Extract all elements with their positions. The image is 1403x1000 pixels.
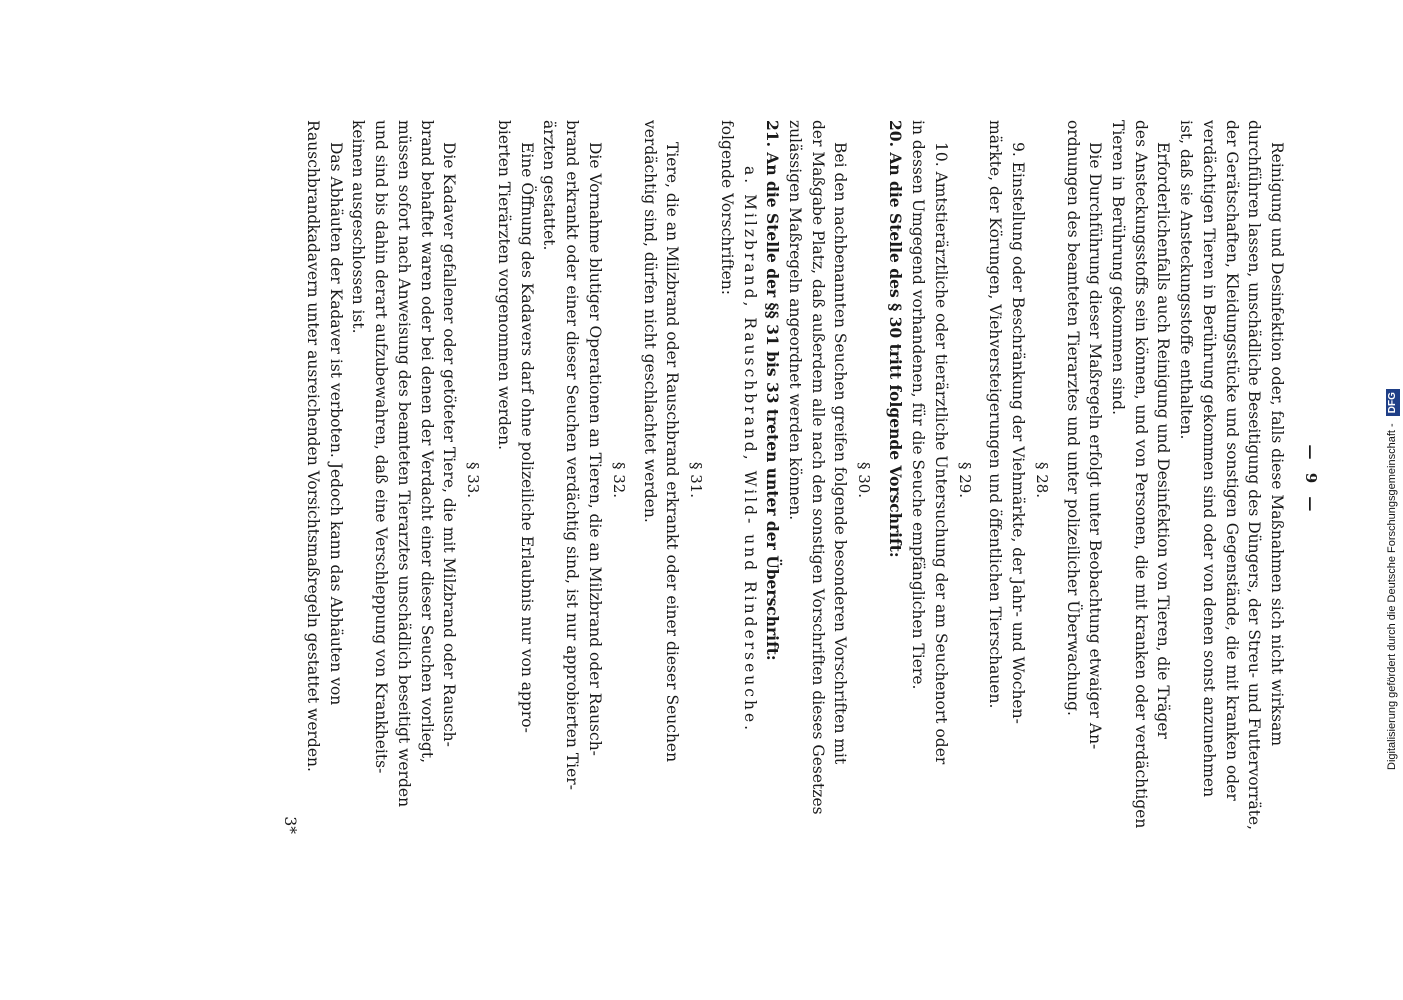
- text-line: in dessen Umgegend vorhandenen, für die Seuche empfänglichen Tiere.: [908, 120, 927, 690]
- text-line: 20. An die Stelle des § 30 tritt folgende Vorschrift:: [886, 120, 906, 558]
- text-line: Erforderlichenfalls auch Reinigung und Desinfektion von Tieren, die Träger: [1154, 142, 1173, 739]
- section-heading: § 29.: [955, 461, 974, 499]
- text-line: ärzten gestattet.: [540, 120, 559, 251]
- dfg-logo: DFG: [1386, 389, 1400, 416]
- text-line: 9. Einstellung oder Beschränkung der Viehmärkte, der Jahr- und Wochen-: [1008, 142, 1027, 724]
- text-line: ordnungen des beamteten Tierarztes und unter polizeilicher Überwachung.: [1063, 120, 1082, 716]
- text-line: brand behaftet waren oder bei denen der Verdacht einer dieser Seuchen vorliegt,: [417, 120, 436, 764]
- text-line: brand erkrankt oder einer dieser Seuchen verdächtig sind, ist nur approbierten Tier-: [563, 120, 582, 790]
- text-line: Die Durchführung dieser Maßregeln erfolgt unter Beobachtung etwaiger An-: [1086, 142, 1105, 750]
- text-line: durchführen lassen, unschädliche Beseitigung des Düngers, der Streu- und Futtervorräte,: [1245, 120, 1264, 831]
- text-line: und sind bis dahin derart aufzubewahren, daß eine Verschleppung von Krankheits-: [372, 120, 391, 774]
- digitization-credit: [1361, 10, 1398, 770]
- signature-mark: 3*: [281, 816, 300, 834]
- credit-line: [1381, 10, 1403, 770]
- section-heading: § 31.: [687, 461, 706, 499]
- section-heading: § 32.: [609, 461, 628, 499]
- text-line: märkte, der Körungen, Viehversteigerungen und öffentlichen Tierschauen.: [986, 120, 1005, 709]
- text-line: des Ansteckungsstoffs sein können, und von Personen, die mit kranken oder verdächtigen: [1131, 120, 1150, 829]
- document-page: [170, 120, 1320, 840]
- text-line: a. Milzbrand, Rauschbrand, Wild- und Rinderseuche.: [740, 166, 759, 734]
- body-text: [301, 120, 1288, 840]
- text-line: Das Abhäuten der Kadaver ist verboten. Jedoch kann das Abhäuten von: [326, 142, 345, 706]
- text-line: 21. An die Stelle der §§ 31 bis 33 treten unter der Überschrift:: [763, 120, 783, 661]
- text-line: Die Kadaver gefallener oder getöteter Tiere, die mit Milzbrand oder Rausch-: [440, 142, 459, 747]
- text-line: keimen ausgeschlossen ist.: [349, 120, 368, 334]
- text-line: Tieren in Berührung gekommen sind.: [1109, 120, 1128, 416]
- running-head: — 9 —: [1302, 444, 1320, 516]
- credit-text: Digitalisierung gefördert durch die Deutsche Forschungsgemeinschaft -: [1386, 423, 1398, 770]
- text-line: bierten Tierärzten vorgenommen werden.: [495, 120, 514, 451]
- text-line: zulässigen Maßregeln angeordnet werden können.: [786, 120, 805, 521]
- text-line: Rauschbrandkadavern unter ausreichenden Vorsichtsmaßregeln gestattet werden.: [304, 120, 323, 772]
- text-line: verdächtigen Tieren in Berührung gekommen sind oder von denen sonst anzunehmen: [1199, 120, 1218, 798]
- text-line: müssen sofort nach Anweisung des beamteten Tierarztes unschädlich beseitigt werden: [394, 120, 413, 808]
- section-heading: § 30.: [855, 461, 874, 499]
- section-heading: § 33.: [464, 461, 483, 499]
- text-line: der Maßgabe Platz, daß außerdem alle nach den sonstigen Vorschriften dieses Gesetzes: [808, 120, 827, 815]
- text-line: Tiere, die an Milzbrand oder Rauschbrand erkrankt oder einer dieser Seuchen: [663, 142, 682, 763]
- text-line: Reinigung und Desinfektion oder, falls diese Maßnahmen sich nicht wirksam: [1268, 142, 1286, 747]
- text-line: Eine Öffnung des Kadavers darf ohne polizeiliche Erlaubnis nur von appro-: [517, 142, 536, 733]
- text-line: Die Vornahme blutiger Operationen an Tieren, die an Milzbrand oder Rausch-: [585, 142, 604, 756]
- text-line: der Gerätschaften, Kleidungsstücke und sonstigen Gegenstände, die mit kranken oder: [1222, 120, 1241, 801]
- text-line: folgende Vorschriften:: [717, 120, 736, 295]
- text-line: verdächtig sind, dürfen nicht geschlachtet werden.: [640, 120, 659, 523]
- text-line: ist, daß sie Ansteckungsstoffe enthalten.: [1177, 120, 1196, 440]
- section-heading: § 28.: [1032, 461, 1051, 499]
- text-line: 10. Amtstierärztliche oder tierärztliche Untersuchung der am Seuchenort oder: [931, 142, 950, 765]
- text-line: Bei den nachbenannten Seuchen greifen folgende besonderen Vorschriften mit: [831, 142, 850, 765]
